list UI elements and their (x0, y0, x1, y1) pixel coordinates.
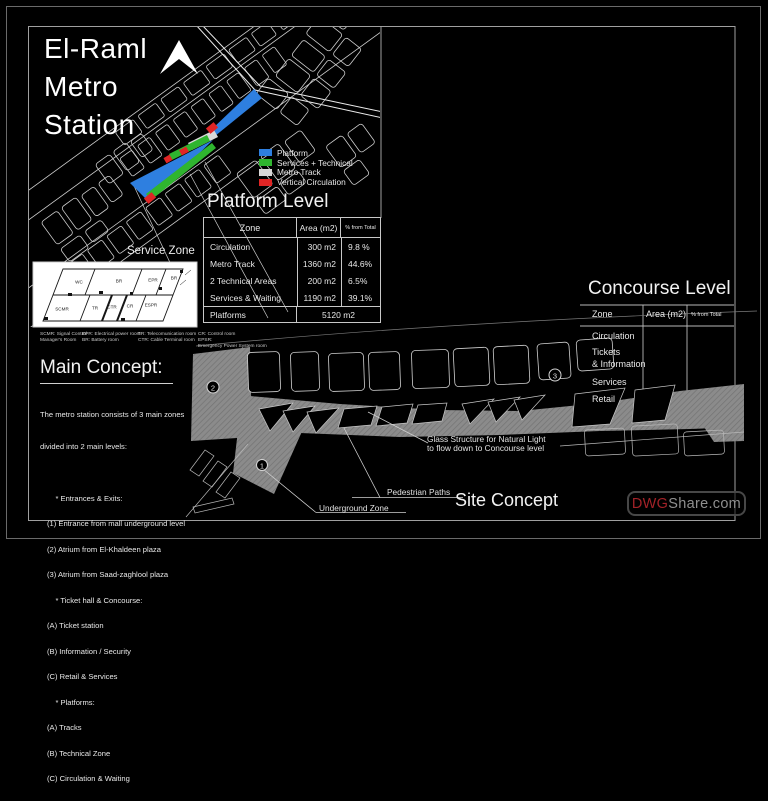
abbrev-line: EPR: Electrical power room (82, 332, 141, 337)
col-header-area: Area (m2) (646, 309, 687, 319)
room-label: CTR (107, 304, 117, 310)
cell-total-area: 5120 m2 (321, 309, 356, 320)
column-rule (341, 238, 342, 306)
north-arrow-icon (160, 40, 198, 74)
room-label: ESPR (144, 302, 158, 308)
abbrev-line: CTR: Cable Terminal room (138, 337, 195, 343)
concourse-row: Circulation (592, 331, 635, 341)
concourse-row: Retail (592, 394, 616, 404)
platform-level-table (203, 217, 381, 323)
entrance-marker-2: 2 (210, 383, 216, 393)
legend-label: Metro Track (277, 167, 321, 178)
cell-zone: Metro Track (210, 258, 255, 269)
page-title (44, 30, 147, 144)
platform-upper (211, 89, 262, 136)
concept-item: (C) Circulation & Waiting (47, 774, 130, 784)
service-zone-title: Service Zone (127, 245, 195, 257)
abbrev-line: Manager's Room (40, 337, 77, 343)
concourse-row: Services (592, 377, 627, 387)
abbrev-line: SCMR: Signal Control (40, 332, 87, 337)
service-zone-diagram (33, 262, 197, 327)
concept-item: * Entrances & Exits: (47, 493, 123, 503)
abbrev-col (138, 332, 196, 344)
concept-item: * Platforms: (47, 697, 95, 707)
concept-item: (1) Entrance from mall underground level (47, 519, 186, 529)
main-concept-block (40, 357, 185, 801)
track-swatch-icon (259, 169, 272, 176)
entrance-marker-1: 1 (259, 461, 265, 471)
platform-swatch-icon (259, 149, 272, 156)
concourse-row: Tickets (592, 347, 621, 357)
legend-label: Vertical Circulation (277, 177, 346, 188)
note-line: to flow down to Concourse level (427, 443, 545, 453)
station-footprint (130, 89, 262, 204)
concourse-row: & Information (592, 359, 646, 369)
site-blocks-top (247, 338, 614, 393)
table-body (204, 238, 380, 306)
entrance-marker-3: 3 (552, 371, 558, 381)
cell-zone: Services & Waiting (210, 292, 282, 303)
intro-line: The metro station consists of 3 main zones (40, 410, 185, 420)
cell-area: 1190 m2 (303, 292, 336, 303)
abbrev-line: Emergency Power System room (198, 343, 267, 349)
cell-zone: Circulation (210, 241, 251, 252)
concept-item: (B) Information / Security (47, 646, 131, 656)
legend-item (259, 168, 353, 178)
platform-level-title: Platform Level (207, 191, 329, 212)
cell-total-zone: Platforms (204, 307, 297, 322)
col-header-zone: Zone (592, 309, 613, 319)
abbrev-line: CR: Control room (198, 332, 236, 337)
concept-item: (A) Ticket station (47, 621, 104, 631)
blocks-top-right (256, 0, 377, 129)
abbrev-line: BR: Battery room (82, 337, 119, 343)
table-header (204, 218, 380, 238)
map-legend (259, 148, 353, 187)
concept-item: * Ticket hall & Concourse: (47, 595, 143, 605)
room-label: BR (170, 275, 178, 281)
watermark-brand-gray: Share.com (668, 495, 742, 512)
intro-line: divided into 2 main levels: (40, 441, 127, 451)
room-label: TR (91, 305, 99, 311)
table-row (204, 255, 380, 272)
room-label: EPR (148, 277, 158, 283)
table-row (204, 289, 380, 306)
room-label: CR (126, 303, 134, 309)
metro-street (196, 25, 383, 118)
cell-area: 300 m2 (307, 241, 336, 252)
room-label: SCMR (55, 306, 69, 312)
site-concept-plan (186, 311, 757, 517)
glass-structure-note (427, 435, 546, 453)
pedestrian-paths-label: Pedestrian Paths (387, 487, 451, 497)
legend-item (259, 158, 353, 168)
legend-label: Platform (277, 147, 308, 158)
abbrev-line: TR: Telecomunication room (138, 332, 197, 337)
table-row (204, 272, 380, 289)
legend-item (259, 177, 353, 187)
abbrev-col (198, 332, 267, 349)
cell-area: 200 m2 (307, 275, 336, 286)
room-label: WC (75, 279, 83, 285)
title-line: Metro (44, 71, 119, 102)
site-concept-title: Site Concept (455, 490, 559, 510)
watermark-brand-red: DWG (631, 495, 669, 512)
concourse-level-title: Concourse Level (588, 278, 731, 299)
cell-pct: 39.1% (348, 292, 373, 303)
cell-pct: 9.8 % (348, 241, 370, 252)
services-swatch-icon (259, 159, 272, 166)
table-total-row (204, 306, 380, 322)
underground-zone-label: Underground Zone (319, 503, 389, 513)
cell-zone: 2 Technical Areas (210, 275, 277, 286)
watermark-link[interactable] (627, 491, 746, 516)
note-line: Glass Structure for Natural Light (427, 434, 546, 444)
col-header-pct: % from Total (691, 312, 722, 318)
cell-pct: 6.5% (348, 275, 368, 286)
main-concept-intro (40, 389, 185, 474)
title-line: Station (44, 109, 135, 140)
col-header-pct: % from Total (345, 224, 376, 231)
col-header-zone: Zone (204, 218, 297, 237)
title-line: El-Raml (44, 33, 148, 64)
main-concept-list (47, 478, 185, 801)
abbrev-col (40, 332, 87, 344)
concept-item: (3) Atrium from Saad-zaghlool plaza (47, 570, 169, 580)
abbrev-line: EPSR: (198, 337, 213, 343)
circulation-swatch-icon (259, 179, 272, 186)
concept-item: (2) Atrium from El-Khaldeen plaza (47, 544, 161, 554)
concept-item: (B) Technical Zone (47, 748, 111, 758)
abbrev-col (82, 332, 141, 344)
col-header-area: Area (m2) (297, 218, 341, 237)
concept-item: (C) Retail & Services (47, 672, 118, 682)
concept-item: (A) Tracks (47, 723, 82, 733)
column-rule (297, 238, 298, 306)
legend-label: Services + Technical (277, 157, 353, 168)
table-row (204, 238, 380, 255)
cell-pct: 44.6% (348, 258, 373, 269)
main-concept-title: Main Concept: (40, 357, 173, 384)
room-label: BR (115, 278, 123, 284)
cell-area: 1360 m2 (302, 258, 336, 269)
legend-item (259, 148, 353, 158)
